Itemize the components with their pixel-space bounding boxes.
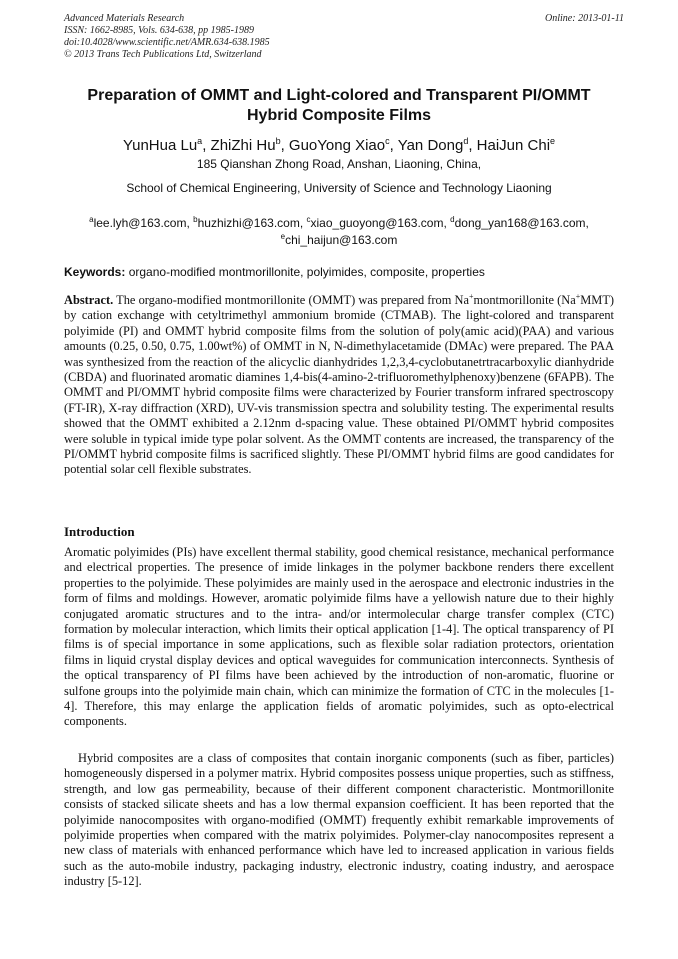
author-emails <box>64 213 614 247</box>
email-address: xiao_guoyong@163.com, <box>310 216 447 230</box>
author-mark: c <box>385 136 390 146</box>
journal-name: Advanced Materials Research <box>64 13 185 24</box>
online-date: Online: 2013-01-11 <box>545 13 624 24</box>
abstract-paragraph <box>64 293 614 478</box>
email-mark: d <box>450 215 455 224</box>
abstract-text: montmorillonite (Na <box>473 293 576 307</box>
abstract-label: Abstract. <box>64 293 114 307</box>
email-mark: c <box>306 215 311 224</box>
doi-line: doi:10.4028/www.scientific.net/AMR.634-638.1985 <box>64 37 270 48</box>
superscript: + <box>468 291 474 301</box>
email-address: lee.lyh@163.com, <box>93 216 190 230</box>
journal-header <box>64 13 624 61</box>
issn-line: ISSN: 1662-8985, Vols. 634-638, pp 1985-1989 <box>64 25 254 36</box>
copyright-line: © 2013 Trans Tech Publications Ltd, Switzerland <box>64 49 262 60</box>
email-address: huzhizhi@163.com, <box>197 216 304 230</box>
author-list: YunHua Lu$^a$, ZhiZhi Hu$^b$, GuoYong Xiao$^c$, Yan Dong$^d$, HaiJun Chi$^e$ <box>122 136 556 154</box>
author-name: Yan Dong <box>397 137 464 154</box>
email-address: dong_yan168@163.com, <box>454 216 589 230</box>
intro-paragraph-2: Hybrid composites are a class of composites that contain inorganic components (such as fiber, particles) homogeneously dispersed in a polymer matrix. Hybrid composites possess unique properties, such as stiffness, strength, and low gas permeability, because of their different component characteristic. Montmorillonite consists of stacked silicate sheets and has a low thermal expansion coefficient. It has been reported that the polyimide nanocomposites with organo-modified (OMMT) frequently exhibit remarkable improvements of polyimide properties when compared with the matrix polyimides. Polymer-clay nanocomposites represent a new class of materials with enhanced performance which have led to increased application in various fields such as the auto-mobile industry, packaging industry, electronic industry, coating industry, and aerospace industry [5-12]. <box>64 751 614 889</box>
superscript: + <box>575 291 581 301</box>
email-mark: a <box>89 215 94 224</box>
keywords-line <box>64 265 614 280</box>
author-name: GuoYong Xiao <box>288 137 386 154</box>
affiliation-school: School of Chemical Engineering, University of Science and Technology Liaoning <box>126 181 552 195</box>
email-address: chi_haijun@163.com <box>285 233 398 247</box>
author-mark: b <box>275 136 281 146</box>
author-mark: d <box>463 136 469 146</box>
abstract-text: MMT) by cation exchange with cetyltrimethyl ammonium bromide (CTMAB). The light-colored and transparent polyimide (PI) and OMMT hybrid composite films from the solution of poly(amic acid)(PAA) and various amounts (0.25, 0.50, 0.75, 1.00wt%) of OMMT in N, N-dimethylacetamide (DMAc) were prepared. The PAA was synthesized from the reaction of the alicyclic dianhydrides 1,2,3,4-cyclobutanetrtracarboxylic dianhydride (CBDA) and fluorinated aromatic diamines 1,4-bis(4-amino-2-trifluoromethylphenoxy)benzene (6FAPB). The OMMT and PI/OMMT hybrid composite films were characterized by Fourier transform infrared spectroscopy (FT-IR), X-ray diffraction (XRD), UV-vis transmission spectra and solubility testing. The experimental results showed that the OMMT exhibited a 2.12nm d-spacing value. These obtained PI/OMMT hybrid composites were soluble in typical imide type polar solvent. As the OMMT contents are increased, the transparency of the PI/OMMT hybrid composite films is sacrificed slightly. These PI/OMMT hybrid films are good candidates for potential solar cell flexible substrates. <box>64 293 615 477</box>
author-mark: a <box>197 136 203 146</box>
paper-title <box>64 86 614 126</box>
keywords-label: Keywords: <box>64 265 126 279</box>
intro-paragraph-1: Aromatic polyimides (PIs) have excellent thermal stability, good chemical resistance, mechanical performance and electrical properties. The presence of imide linkages in the polymer backbone renders there excellent properties to the polyimide. These polyimides are mainly used in the aerospace and electronic industries in the form of films and moldings. However, aromatic polyimide films have a yellowish nature due to their highly conjugated aromatic structures and to the intra- and/or intermolecular charge transfer complex (CTC) formation by molecular interaction, which limits their optical application [1-4]. The optical transparency of PI films is of special importance in some applications, such as flexible solar radiation protectors, orientation films in liquid crystal display devices and optical waveguides for communication interconnects. Synthesis of the optical transparency of PI films have been achieved by the introduction of non-aromatic, fluorine or sulfone groups into the polyimide main chain, which can minimize the formation of CTC in the molecules [1-4]. Therefore, this may enlarge the application fields of aromatic polyimides, such as opto-electrical components. <box>64 545 614 729</box>
author-name: HaiJun Chi <box>476 137 551 154</box>
title-line-1: Preparation of OMMT and Light-colored and Transparent PI/OMMT <box>87 87 591 104</box>
title-line-2: Hybrid Composite Films <box>246 107 432 124</box>
email-mark: b <box>193 215 198 224</box>
introduction-heading: Introduction <box>64 524 135 539</box>
keywords-text: organo-modified montmorillonite, polyimides, composite, properties <box>128 265 485 279</box>
affiliation-address: 185 Qianshan Zhong Road, Anshan, Liaoning, China, <box>196 157 482 171</box>
author-mark: e <box>550 136 556 146</box>
email-mark: e <box>280 232 286 241</box>
author-name: ZhiZhi Hu <box>210 137 276 154</box>
abstract-text: The organo-modified montmorillonite (OMMT) was prepared from Na <box>116 293 469 307</box>
author-name: YunHua Lu <box>122 137 198 154</box>
